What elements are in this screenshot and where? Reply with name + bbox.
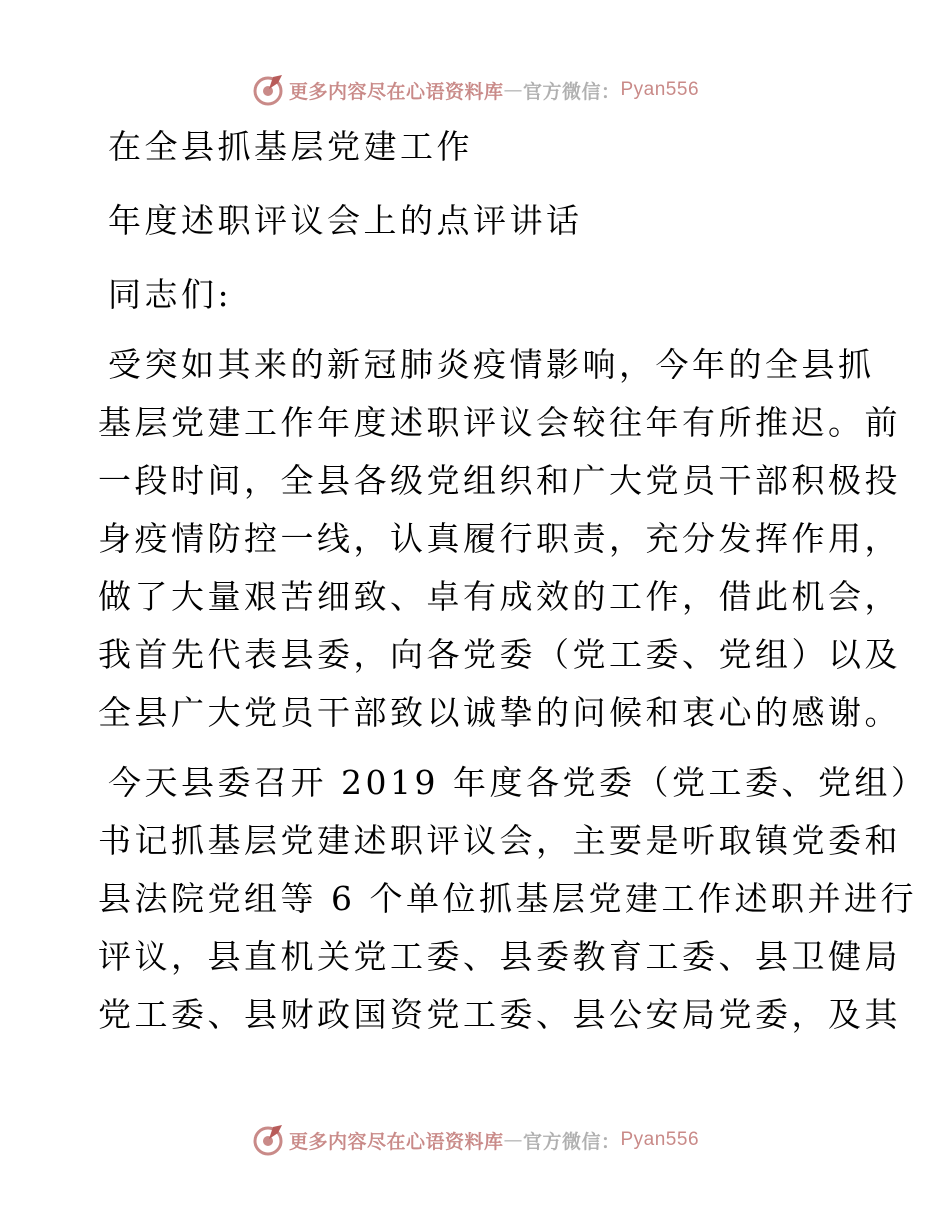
paragraph-line: 做了大量艰苦细致、卓有成效的工作，借此机会， bbox=[98, 577, 901, 616]
paragraph-line: 我首先代表县委，向各党委（党工委、党组）以及 bbox=[98, 635, 901, 674]
watermark-text: 更多内容尽在心语资料库 bbox=[288, 80, 504, 103]
salutation: 同志们: bbox=[108, 275, 233, 314]
paragraph-line: 基层党建工作年度述职评议会较往年有所推迟。前 bbox=[98, 403, 901, 442]
paragraph-line: 党工委、县财政国资党工委、县公安局党委，及其 bbox=[98, 995, 901, 1034]
paragraph-1 bbox=[98, 336, 901, 742]
watermark-wechat-label: 官方微信： bbox=[522, 80, 621, 103]
document-body bbox=[98, 124, 928, 1056]
watermark-wechat-id: Pyan556 bbox=[620, 1129, 700, 1150]
watermark-text: 更多内容尽在心语资料库 bbox=[288, 1130, 504, 1153]
quill-seal-logo-icon bbox=[251, 73, 285, 107]
paragraph-line: 身疫情防控一线，认真履行职责，充分发挥作用， bbox=[98, 519, 901, 558]
watermark-separator: — bbox=[503, 1129, 523, 1151]
title-line-2: 年度述职评议会上的点评讲话 bbox=[108, 201, 583, 240]
paragraph-line: 今天县委召开 2019 年度各党委（党工委、党组） bbox=[108, 763, 928, 802]
paragraph-line: 一段时间，全县各级党组织和广大党员干部积极投 bbox=[98, 461, 901, 500]
watermark-wechat-id: Pyan556 bbox=[620, 79, 700, 100]
paragraph-line: 书记抓基层党建述职评议会，主要是听取镇党委和 bbox=[98, 821, 901, 860]
paragraph-line: 受突如其来的新冠肺炎疫情影响，今年的全县抓 bbox=[108, 345, 875, 384]
header-watermark bbox=[0, 70, 950, 110]
paragraph-line: 县法院党组等 6 个单位抓基层党建工作述职并进行 bbox=[98, 879, 917, 918]
paragraph-line: 评议，县直机关党工委、县委教育工委、县卫健局 bbox=[98, 937, 901, 976]
paragraph-line: 全县广大党员干部致以诚挚的问候和衷心的感谢。 bbox=[98, 693, 901, 732]
paragraph-2 bbox=[98, 754, 928, 1044]
footer-watermark bbox=[0, 1120, 950, 1160]
watermark-wechat-label: 官方微信： bbox=[522, 1130, 621, 1153]
watermark-separator: — bbox=[503, 79, 523, 101]
quill-seal-logo-icon bbox=[251, 1123, 285, 1157]
title-line-1: 在全县抓基层党建工作 bbox=[108, 127, 473, 166]
